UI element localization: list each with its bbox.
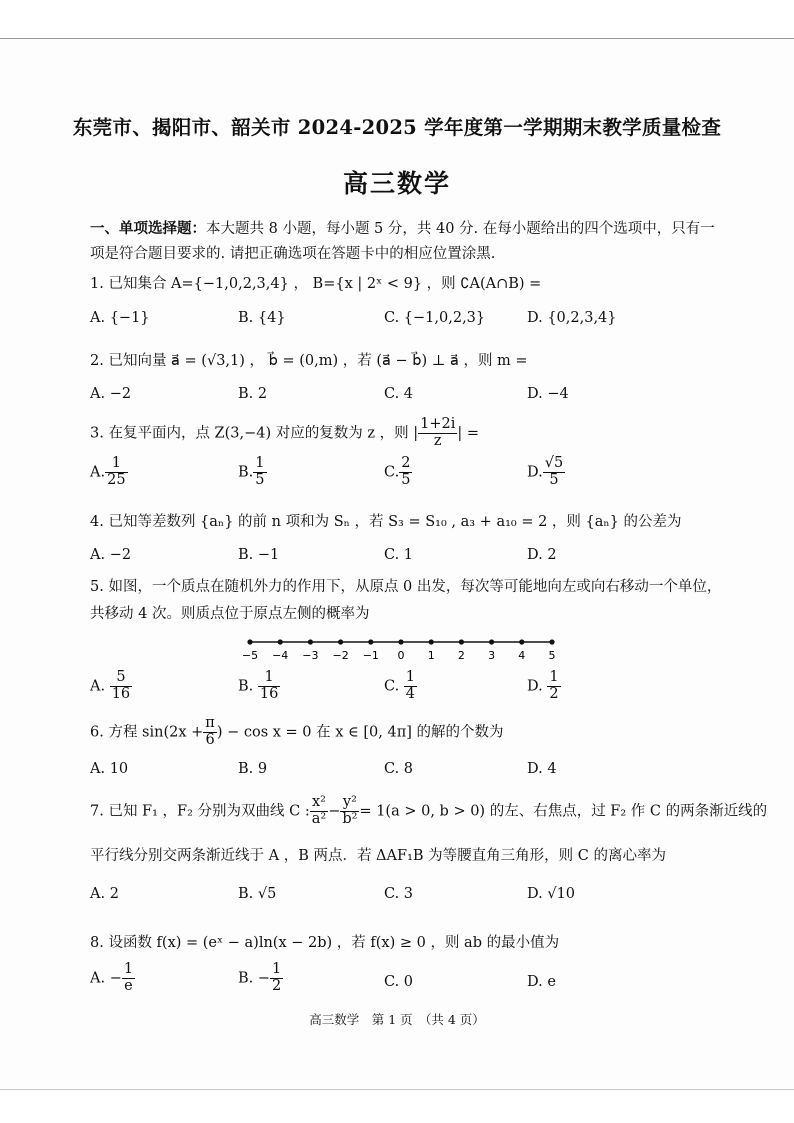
q8-option-d: D. e bbox=[527, 974, 556, 990]
q1-option-d: D. {0,2,3,4} bbox=[527, 310, 617, 326]
q2-option-c: C. 4 bbox=[384, 386, 414, 402]
number-line-point bbox=[549, 639, 554, 644]
q8-option-b: B. − $\frac{1}{2}$ bbox=[238, 961, 282, 994]
section-instructions bbox=[90, 216, 720, 267]
question-3: 3. 在复平面内，点 Z(3,−4) 对应的复数为 z ，则 | $\frac{1+2i}{z}$ | = bbox=[90, 416, 480, 449]
number-line-point bbox=[338, 639, 343, 644]
section-text: 本大题共 8 小题，每小题 5 分，共 40 分. 在每小题给出的四个选项中，只有一项是符合题目要求的. 请把正确选项在答题卡中的相应位置涂黑. bbox=[90, 221, 715, 262]
q1-option-b: B. {4} bbox=[238, 310, 286, 326]
exam-title: 东莞市、揭阳市、韶关市 2024-2025 学年度第一学期期末教学质量检查 bbox=[72, 116, 722, 139]
q6-option-d: D. 4 bbox=[527, 761, 557, 777]
number-line-label: −1 bbox=[362, 649, 379, 662]
q8-option-c: C. 0 bbox=[384, 974, 414, 990]
question-7-line2: 平行线分别交两条渐近线于 A ，B 两点．若 ΔAF₁B 为等腰直角三角形，则 C 的离心率为 bbox=[90, 848, 666, 864]
subject-title: 高三数学 bbox=[342, 169, 451, 198]
number-line-label: 0 bbox=[397, 649, 405, 662]
q4-option-a: A. −2 bbox=[90, 547, 132, 563]
q5-option-c: C. $\frac{1}{4}$ bbox=[384, 669, 416, 702]
number-line-label: 2 bbox=[457, 649, 465, 662]
q1-option-a: A. {−1} bbox=[90, 310, 150, 326]
number-line-label: 3 bbox=[488, 649, 496, 662]
q5-option-d: D. $\frac{1}{2}$ bbox=[527, 669, 559, 702]
q3-stem-fraction: $\frac{1+2i}{z}$ bbox=[420, 416, 456, 449]
q2-option-d: D. −4 bbox=[527, 386, 569, 402]
q1-option-c: C. {−1,0,2,3} bbox=[384, 310, 486, 326]
q3-option-d: D. $\frac{√5}{5}$ bbox=[527, 455, 564, 488]
number-line-point bbox=[398, 639, 403, 644]
q6-option-b: B. 9 bbox=[238, 761, 268, 777]
question-6: 6. 方程 sin(2x + $\frac{\pi}{6}$ ) − cos x = 0 在 x ∈ [0, 4π] 的解的个数为 bbox=[90, 715, 504, 748]
q7-option-d: D. √10 bbox=[527, 886, 576, 902]
q2-option-a: A. −2 bbox=[90, 386, 132, 402]
question-4: 4. 已知等差数列 {aₙ} 的前 n 项和为 Sₙ ，若 S₃ = S₁₀ , a₃ + a₁₀ = 2 ，则 {aₙ} 的公差为 bbox=[90, 514, 682, 530]
q4-option-c: C. 1 bbox=[384, 547, 414, 563]
number-line-label: 1 bbox=[427, 649, 435, 662]
q5-option-b: B. $\frac{1}{16}$ bbox=[238, 669, 279, 702]
page-footer: 高三数学 第 1 页 （共 4 页） bbox=[309, 1012, 485, 1027]
question-7-line1: 7. 已知 F₁ ，F₂ 分别为双曲线 C : $\frac{\text{x²}}{\text{a²}}$ − $\frac{\text{y²}}{\text{b²}}$ = 1(a > 0, b > 0) 的左、右焦点，过 F₂ 作 C 的两条渐近线的 bbox=[90, 794, 768, 827]
number-line-point bbox=[489, 639, 494, 644]
number-line-point bbox=[278, 639, 283, 644]
question-1: 1. 已知集合 A={−1,0,2,3,4} ， B={x | 2ˣ < 9} ，则 ∁A(A∩B) = bbox=[90, 276, 542, 292]
q8-option-a: A. − $\frac{1}{e}$ bbox=[90, 961, 134, 994]
number-line-label: 5 bbox=[548, 649, 556, 662]
number-line bbox=[236, 632, 566, 664]
question-8: 8. 设函数 f(x) = (eˣ − a)ln(x − 2b) ，若 f(x) ≥ 0 ，则 ab 的最小值为 bbox=[90, 935, 560, 951]
number-line-label: −3 bbox=[302, 649, 319, 662]
q5-option-a: A. $\frac{5}{16}$ bbox=[90, 669, 131, 702]
number-line-point bbox=[308, 639, 313, 644]
question-5-line1: 5. 如图，一个质点在随机外力的作用下，从原点 0 出发，每次等可能地向左或向右移动一个单位， bbox=[90, 579, 722, 595]
section-heading: 一、单项选择题： bbox=[90, 220, 206, 237]
number-line-label: −4 bbox=[272, 649, 289, 662]
q6-option-c: C. 8 bbox=[384, 761, 414, 777]
q7-option-b: B. √5 bbox=[238, 886, 277, 902]
q3-option-b: B. $\frac{1}{5}$ bbox=[238, 455, 265, 488]
q6-option-a: A. 10 bbox=[90, 761, 129, 777]
q7-option-c: C. 3 bbox=[384, 886, 414, 902]
q4-option-d: D. 2 bbox=[527, 547, 557, 563]
number-line-label: 4 bbox=[518, 649, 526, 662]
q2-option-b: B. 2 bbox=[238, 386, 268, 402]
number-line-point bbox=[519, 639, 524, 644]
q3-option-c: C. $\frac{2}{5}$ bbox=[384, 455, 411, 488]
number-line-point bbox=[459, 639, 464, 644]
q3-option-a: A. $\frac{1}{25}$ bbox=[90, 455, 126, 488]
question-2: 2. 已知向量 a⃗ = (√3,1) ， b⃗ = (0,m) ，若 (a⃗ − b⃗) ⊥ a⃗ ，则 m = bbox=[90, 353, 528, 369]
number-line-point bbox=[247, 639, 252, 644]
q4-option-b: B. −1 bbox=[238, 547, 280, 563]
number-line-point bbox=[429, 639, 434, 644]
question-5-line2: 共移动 4 次。则质点位于原点左侧的概率为 bbox=[90, 606, 370, 622]
number-line-label: −2 bbox=[332, 649, 349, 662]
number-line-point bbox=[368, 639, 373, 644]
q7-option-a: A. 2 bbox=[90, 886, 119, 902]
number-line-label: −5 bbox=[241, 649, 259, 662]
